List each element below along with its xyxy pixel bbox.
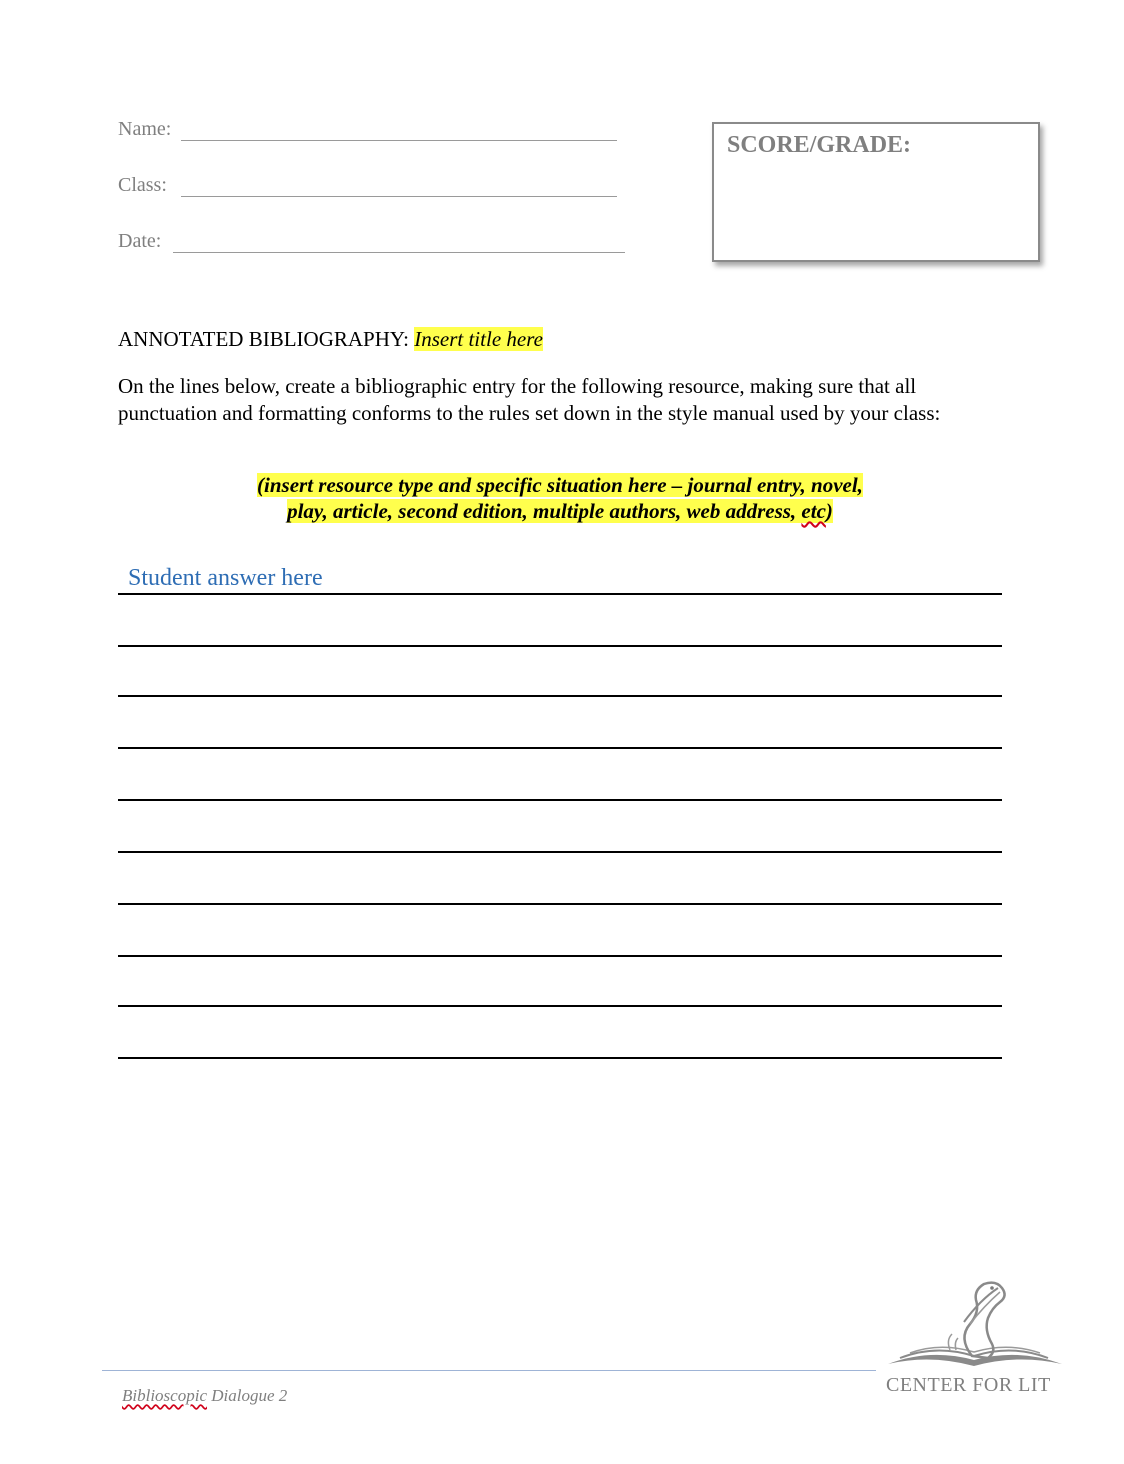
answer-line[interactable] xyxy=(118,593,1002,595)
date-field-row xyxy=(118,230,625,253)
name-input-line[interactable] xyxy=(181,122,617,141)
instructions-paragraph: On the lines below, create a bibliographic entry for the following resource, making sure that all punctuation and formatting conforms to the rules set down in the style manual used by your class: xyxy=(118,374,941,425)
answer-line[interactable] xyxy=(118,1005,1002,1007)
resource-close-paren: ) xyxy=(825,499,833,523)
page-title xyxy=(118,327,543,352)
student-answer-text[interactable]: Student answer here xyxy=(128,565,323,591)
date-label: Date: xyxy=(118,230,162,252)
pelican-book-icon xyxy=(880,1278,1070,1374)
resource-line-1: (insert resource type and specific situation here – journal entry, novel, xyxy=(257,473,863,497)
answer-line[interactable] xyxy=(118,799,1002,801)
answer-line[interactable] xyxy=(118,645,1002,647)
score-grade-label: SCORE/GRADE: xyxy=(727,132,912,158)
answer-line[interactable] xyxy=(118,695,1002,697)
class-field-row xyxy=(118,174,617,197)
score-grade-box[interactable] xyxy=(712,122,1040,262)
resource-line-2-main: play, article, second edition, multiple authors, web address, xyxy=(287,499,802,523)
resource-line-2 xyxy=(287,499,833,523)
resource-etc: etc xyxy=(801,499,826,523)
footer-doc-name-word: Biblioscopic xyxy=(122,1386,207,1405)
center-for-lit-logo xyxy=(880,1278,1070,1398)
answer-line[interactable] xyxy=(118,851,1002,853)
name-field-row xyxy=(118,118,617,141)
resource-placeholder-block[interactable] xyxy=(118,472,1002,524)
title-prefix: ANNOTATED BIBLIOGRAPHY xyxy=(118,327,404,351)
center-for-lit-wordmark: CENTER FOR LIT xyxy=(886,1374,1051,1396)
date-input-line[interactable] xyxy=(173,234,625,253)
footer-doc-name-rest: Dialogue 2 xyxy=(206,1386,288,1405)
answer-line[interactable] xyxy=(118,903,1002,905)
class-input-line[interactable] xyxy=(181,178,617,197)
class-label: Class: xyxy=(118,174,167,196)
name-label: Name: xyxy=(118,118,172,140)
answer-line[interactable] xyxy=(118,955,1002,957)
footer-document-name xyxy=(122,1386,287,1406)
answer-line[interactable] xyxy=(118,747,1002,749)
footer-divider xyxy=(102,1370,876,1371)
title-colon: : xyxy=(403,327,415,351)
title-placeholder[interactable]: Insert title here xyxy=(414,327,543,351)
answer-line[interactable] xyxy=(118,1057,1002,1059)
